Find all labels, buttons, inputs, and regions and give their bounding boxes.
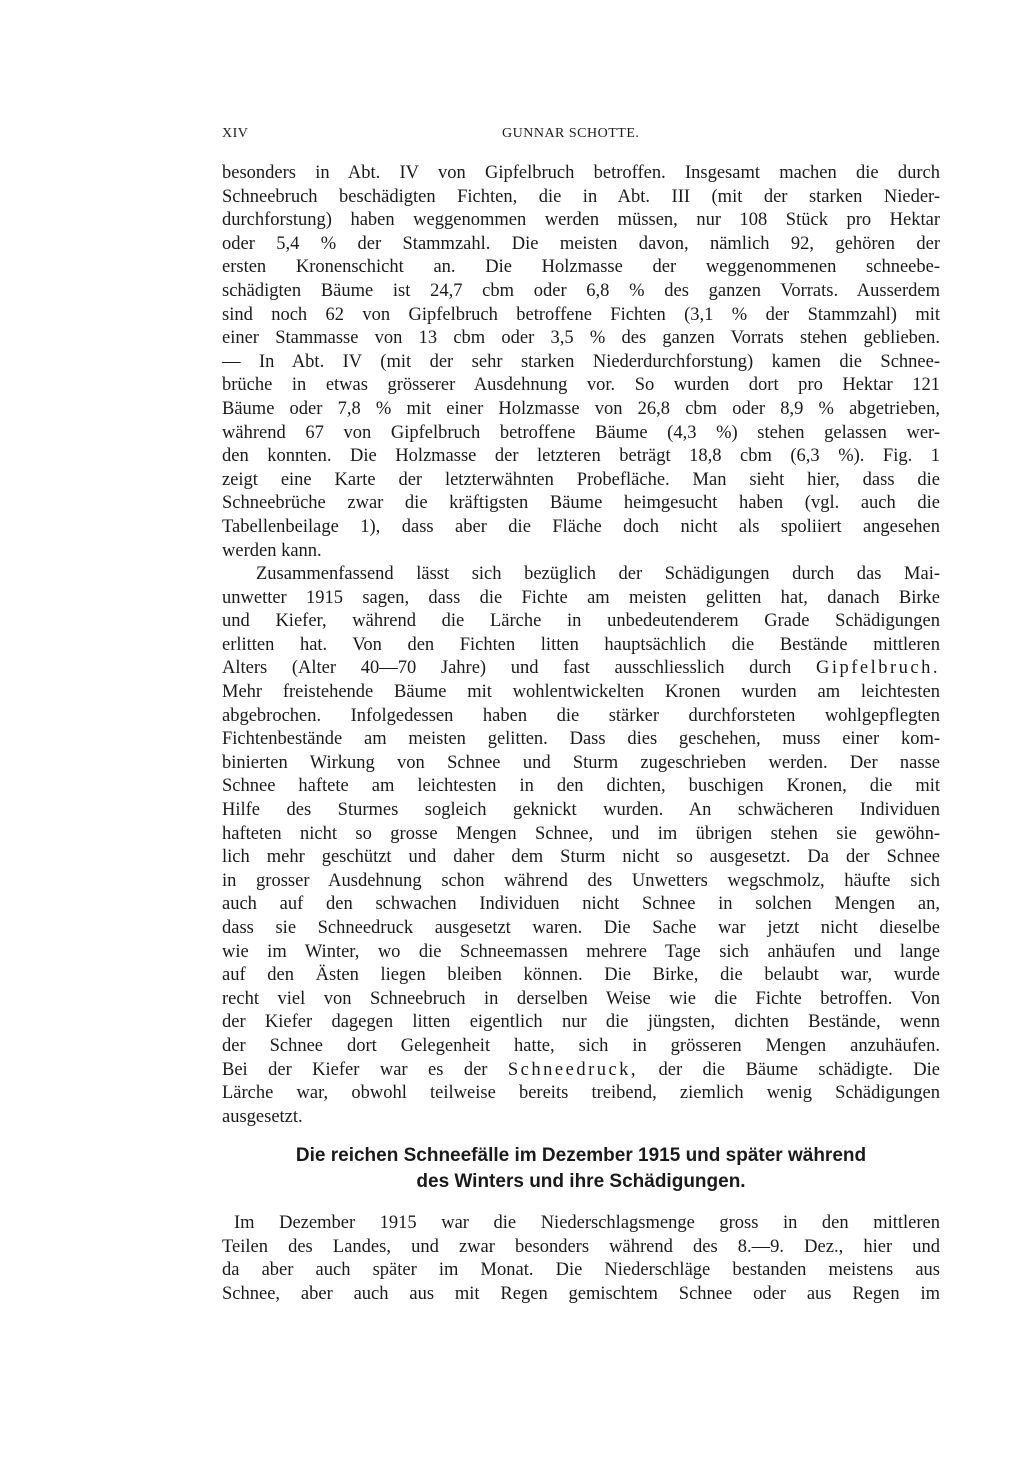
text-line: werden kann. (222, 540, 322, 561)
text-line: Tabellenbeilage 1), dass aber die Fläche doch nicht als spoliiert angesehen (222, 516, 940, 537)
text-line: den konnten. Die Holzmasse der letzteren beträgt 18,8 cbm (6,3 %). Fig. 1 (222, 446, 940, 467)
text-line: binierten Wirkung von Schnee und Sturm zugeschrieben werden. Der nasse (222, 752, 940, 773)
emphasized-word: Gipfelbruch. (815, 658, 940, 679)
text-line: da aber auch später im Monat. Die Niederschläge bestanden meistens aus (222, 1260, 940, 1281)
text-line: Hilfe des Sturmes sogleich geknickt wurden. An schwächeren Individuen (222, 800, 940, 821)
page-number: XIV (222, 126, 249, 141)
text-line: sind noch 62 von Gipfelbruch betroffene Fichten (3,1 % der Stammzahl) mit (222, 304, 940, 325)
section-text (222, 1212, 940, 1306)
running-title: GUNNAR SCHOTTE. (502, 126, 640, 141)
text-line: — In Abt. IV (mit der sehr starken Niederdurchforstung) kamen die Schnee- (222, 351, 940, 372)
text-line: Teilen des Landes, und zwar besonders während des 8.—9. Dez., hier und (222, 1236, 940, 1257)
text-line: durchforstung) haben weggenommen werden müssen, nur 108 Stück pro Hektar (222, 210, 940, 231)
text-fragment: der die Bäume schädigte. Die (658, 1059, 941, 1080)
text-line: dass sie Schneedruck ausgesetzt waren. Die Sache war jetzt nicht dieselbe (222, 918, 940, 938)
text-line: während 67 von Gipfelbruch betroffene Bäume (4,3 %) stehen gelassen wer- (222, 422, 940, 443)
text-line: Im Dezember 1915 war die Niederschlagsmenge gross in den mittleren (234, 1213, 940, 1233)
text-line: recht viel von Schneebruch in derselben Weise wie die Fichte betroffen. Von (222, 988, 940, 1009)
text-fragment: Alters (Alter 40—70 Jahre) und fast ausschliesslich durch (222, 658, 792, 679)
text-fragment: Bei der Kiefer war es der (222, 1059, 488, 1080)
text-line: Zusammenfassend lässt sich bezüglich der Schädigungen durch das Mai- (256, 564, 940, 585)
section-heading (222, 1143, 940, 1195)
text-line: schädigten Bäume ist 24,7 cbm oder 6,8 % des ganzen Vorrats. Ausserdem (222, 280, 940, 301)
text-line: Schnee, aber auch aus mit Regen gemischtem Schnee oder aus Regen im (222, 1283, 940, 1304)
text-line: wie im Winter, wo die Schneemassen mehrere Tage sich anhäufen und lange (222, 941, 940, 962)
text-line: ersten Kronenschicht an. Die Holzmasse der weggenommenen schneebe- (222, 257, 940, 278)
text-line: einer Stammasse von 13 cbm oder 3,5 % des ganzen Vorrats stehen geblieben. (222, 328, 940, 349)
emphasized-word: Schneedruck, (507, 1059, 639, 1080)
text-line: Bäume oder 7,8 % mit einer Holzmasse von 26,8 cbm oder 8,9 % abgetrieben, (222, 398, 940, 419)
text-line: Schnee haftete am leichtesten in den dichten, buschigen Kronen, die mit (222, 776, 940, 797)
text-line: und Kiefer, während die Lärche in unbedeutenderem Grade Schädigungen (222, 611, 940, 632)
section-heading-line: Die reichen Schneefälle im Dezember 1915 und später während (295, 1145, 867, 1166)
text-line: der Kiefer dagegen litten eigentlich nur die jüngsten, dichten Bestände, wenn (222, 1012, 940, 1033)
text-line: auf den Ästen liegen bleiben können. Die Birke, die belaubt war, wurde (222, 965, 940, 986)
text-line: unwetter 1915 sagen, dass die Fichte am meisten gelitten hat, danach Birke (222, 587, 940, 608)
text-line: Lärche war, obwohl teilweise bereits treibend, ziemlich wenig Schädigungen (222, 1083, 940, 1104)
text-line: Schneebruch beschädigten Fichten, die in Abt. III (mit der starken Nieder- (222, 186, 940, 207)
body-text (222, 162, 940, 1129)
text-line (222, 1059, 940, 1083)
text-line: erlitten hat. Von den Fichten litten hauptsächlich die Bestände mittleren (222, 634, 940, 655)
running-head (222, 126, 942, 148)
text-line: Schneebrüche zwar die kräftigsten Bäume heimgesucht haben (vgl. auch die (222, 493, 940, 514)
paragraph-1 (222, 162, 940, 563)
text-line: hafteten nicht so grosse Mengen Schnee, und im übrigen stehen sie gewöhn- (222, 823, 940, 844)
text-line: ausgesetzt. (222, 1106, 303, 1127)
text-line: besonders in Abt. IV von Gipfelbruch betroffen. Insgesamt machen die durch (222, 163, 940, 183)
text-line: brüche in etwas grösserer Ausdehnung vor. So wurden dort pro Hektar 121 (222, 375, 940, 396)
text-line: Mehr freistehende Bäume mit wohlentwickelten Kronen wurden am leichtesten (222, 682, 940, 703)
section-heading-line: des Winters und ihre Schädigungen. (416, 1171, 746, 1192)
text-line: zeigt eine Karte der letzterwähnten Probefläche. Man sieht hier, dass die (222, 469, 940, 490)
text-line: abgebrochen. Infolgedessen haben die stärker durchforsteten wohlgepflegten (222, 705, 940, 726)
text-line: Fichtenbestände am meisten gelitten. Dass dies geschehen, muss einer kom- (222, 729, 940, 750)
text-line: oder 5,4 % der Stammzahl. Die meisten davon, nämlich 92, gehören der (222, 233, 940, 254)
text-line (222, 657, 940, 681)
text-line: auch auf den schwachen Individuen nicht Schnee in solchen Mengen an, (222, 894, 940, 915)
text-line: in grosser Ausdehnung schon während des Unwetters wegschmolz, häufte sich (222, 870, 940, 891)
text-line: der Schnee dort Gelegenheit hatte, sich in grösseren Mengen anzuhäufen. (222, 1035, 940, 1056)
paragraph-2 (222, 563, 940, 1129)
text-line: lich mehr geschützt und daher dem Sturm nicht so ausgesetzt. Da der Schnee (222, 847, 940, 868)
